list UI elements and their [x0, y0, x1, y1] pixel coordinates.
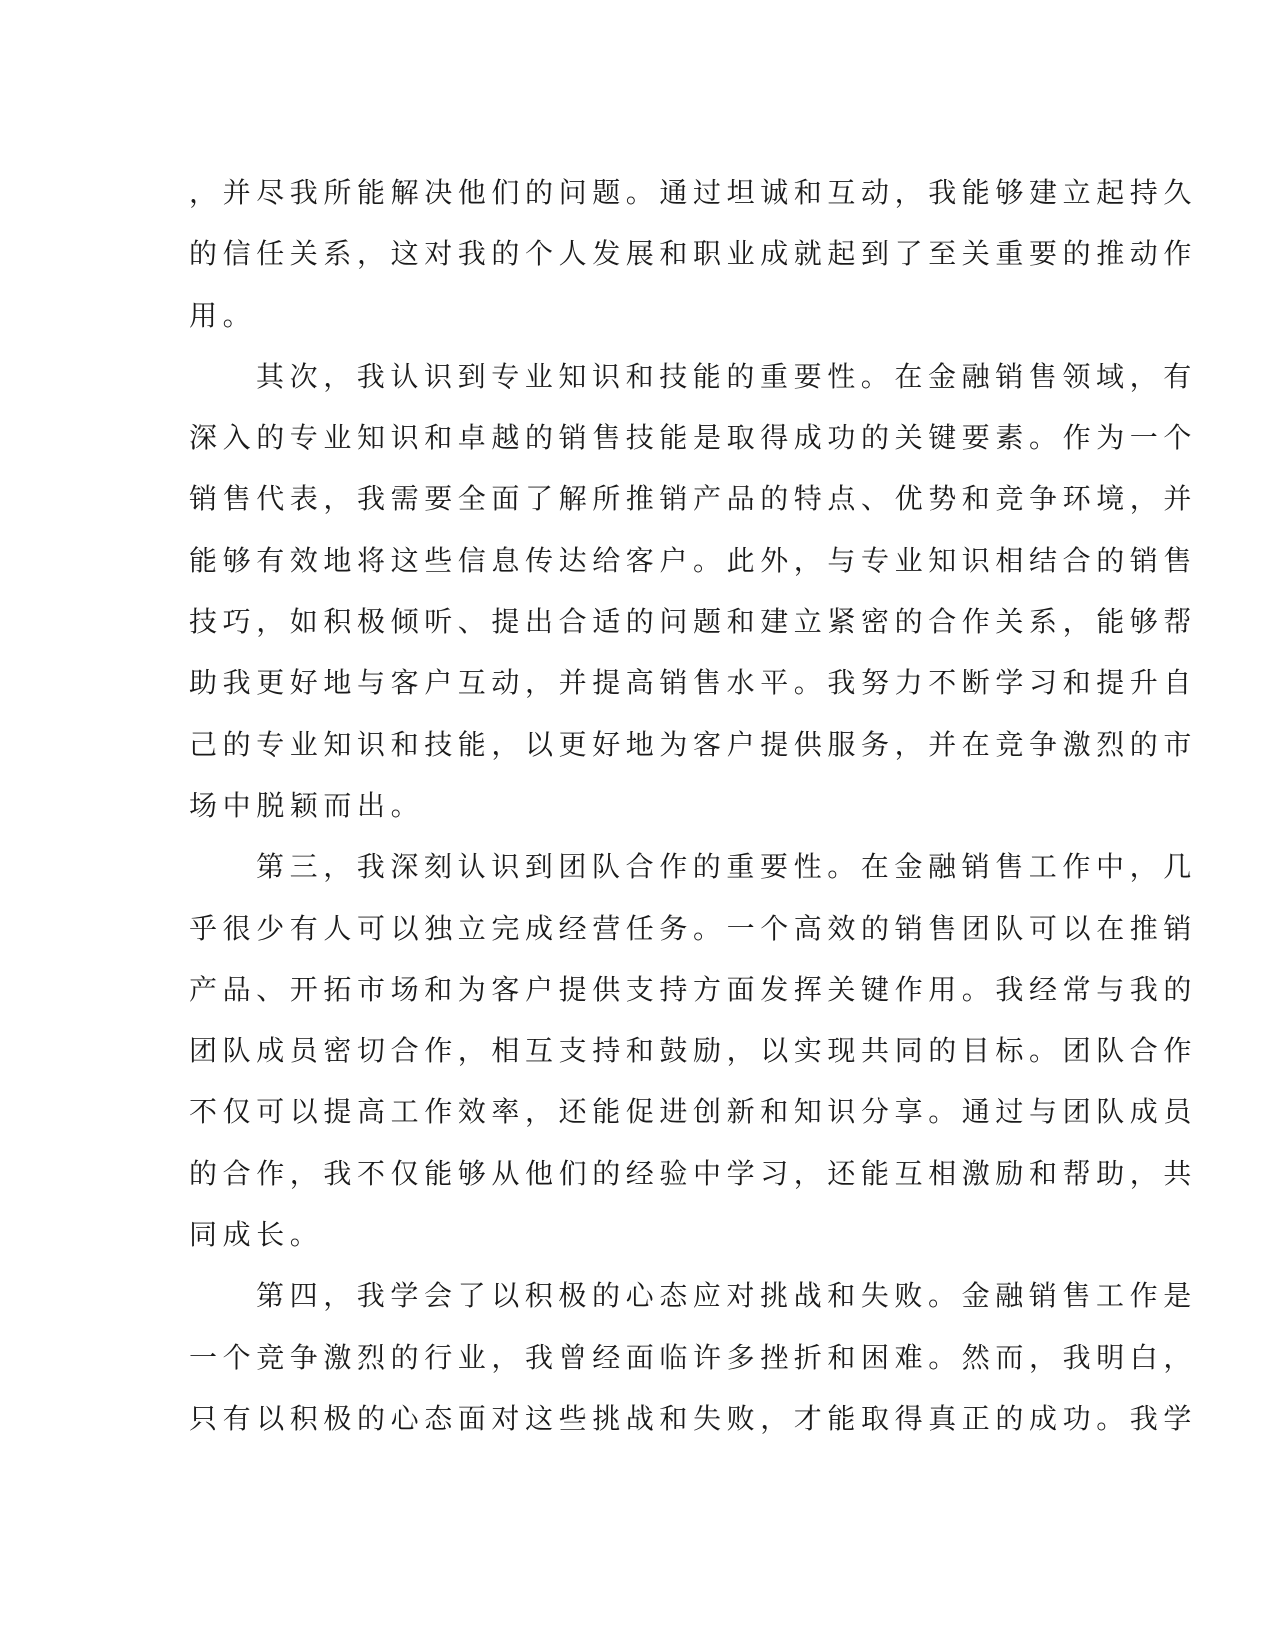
- text-line: 只有以积极的心态面对这些挑战和失败，才能取得真正的成功。我学: [189, 1401, 1198, 1435]
- text-line: 场中脱颖而出。: [189, 788, 425, 822]
- text-line: 深入的专业知识和卓越的销售技能是取得成功的关键要素。作为一个: [189, 421, 1198, 455]
- text-line: 助我更好地与客户互动，并提高销售水平。我努力不断学习和提升自: [189, 666, 1198, 700]
- paragraph-2: [189, 346, 1198, 836]
- text-line: 销售代表，我需要全面了解所推销产品的特点、优势和竞争环境，并: [189, 482, 1198, 516]
- text-line: 第四，我学会了以积极的心态应对挑战和失败。金融销售工作是: [256, 1279, 1197, 1313]
- text-line: 用。: [189, 298, 257, 332]
- body-text: [189, 162, 1198, 1449]
- text-line: 一个竞争激烈的行业，我曾经面临许多挫折和困难。然而，我明白，: [189, 1340, 1198, 1374]
- paragraph-4: [189, 1265, 1198, 1449]
- text-line: 乎很少有人可以独立完成经营任务。一个高效的销售团队可以在推销: [189, 911, 1198, 945]
- text-line: 第三，我深刻认识到团队合作的重要性。在金融销售工作中，几: [256, 850, 1197, 884]
- text-line: 的信任关系，这对我的个人发展和职业成就起到了至关重要的推动作: [189, 237, 1198, 271]
- text-line: ，并尽我所能解决他们的问题。通过坦诚和互动，我能够建立起持久: [189, 176, 1198, 209]
- paragraph-3: [189, 836, 1198, 1265]
- text-line: 能够有效地将这些信息传达给客户。此外，与专业知识相结合的销售: [189, 543, 1198, 577]
- text-line: 的合作，我不仅能够从他们的经验中学习，还能互相激励和帮助，共: [189, 1156, 1198, 1190]
- text-line: 同成长。: [189, 1218, 324, 1252]
- text-line: 团队成员密切合作，相互支持和鼓励，以实现共同的目标。团队合作: [189, 1034, 1198, 1068]
- text-line: 其次，我认识到专业知识和技能的重要性。在金融销售领域，有: [256, 359, 1197, 393]
- text-line: 技巧，如积极倾听、提出合适的问题和建立紧密的合作关系，能够帮: [189, 605, 1198, 639]
- text-line: 不仅可以提高工作效率，还能促进创新和知识分享。通过与团队成员: [189, 1095, 1198, 1129]
- text-line: 产品、开拓市场和为客户提供支持方面发挥关键作用。我经常与我的: [189, 972, 1198, 1006]
- paragraph-1: [189, 162, 1198, 346]
- text-line: 己的专业知识和技能，以更好地为客户提供服务，并在竞争激烈的市: [189, 727, 1198, 761]
